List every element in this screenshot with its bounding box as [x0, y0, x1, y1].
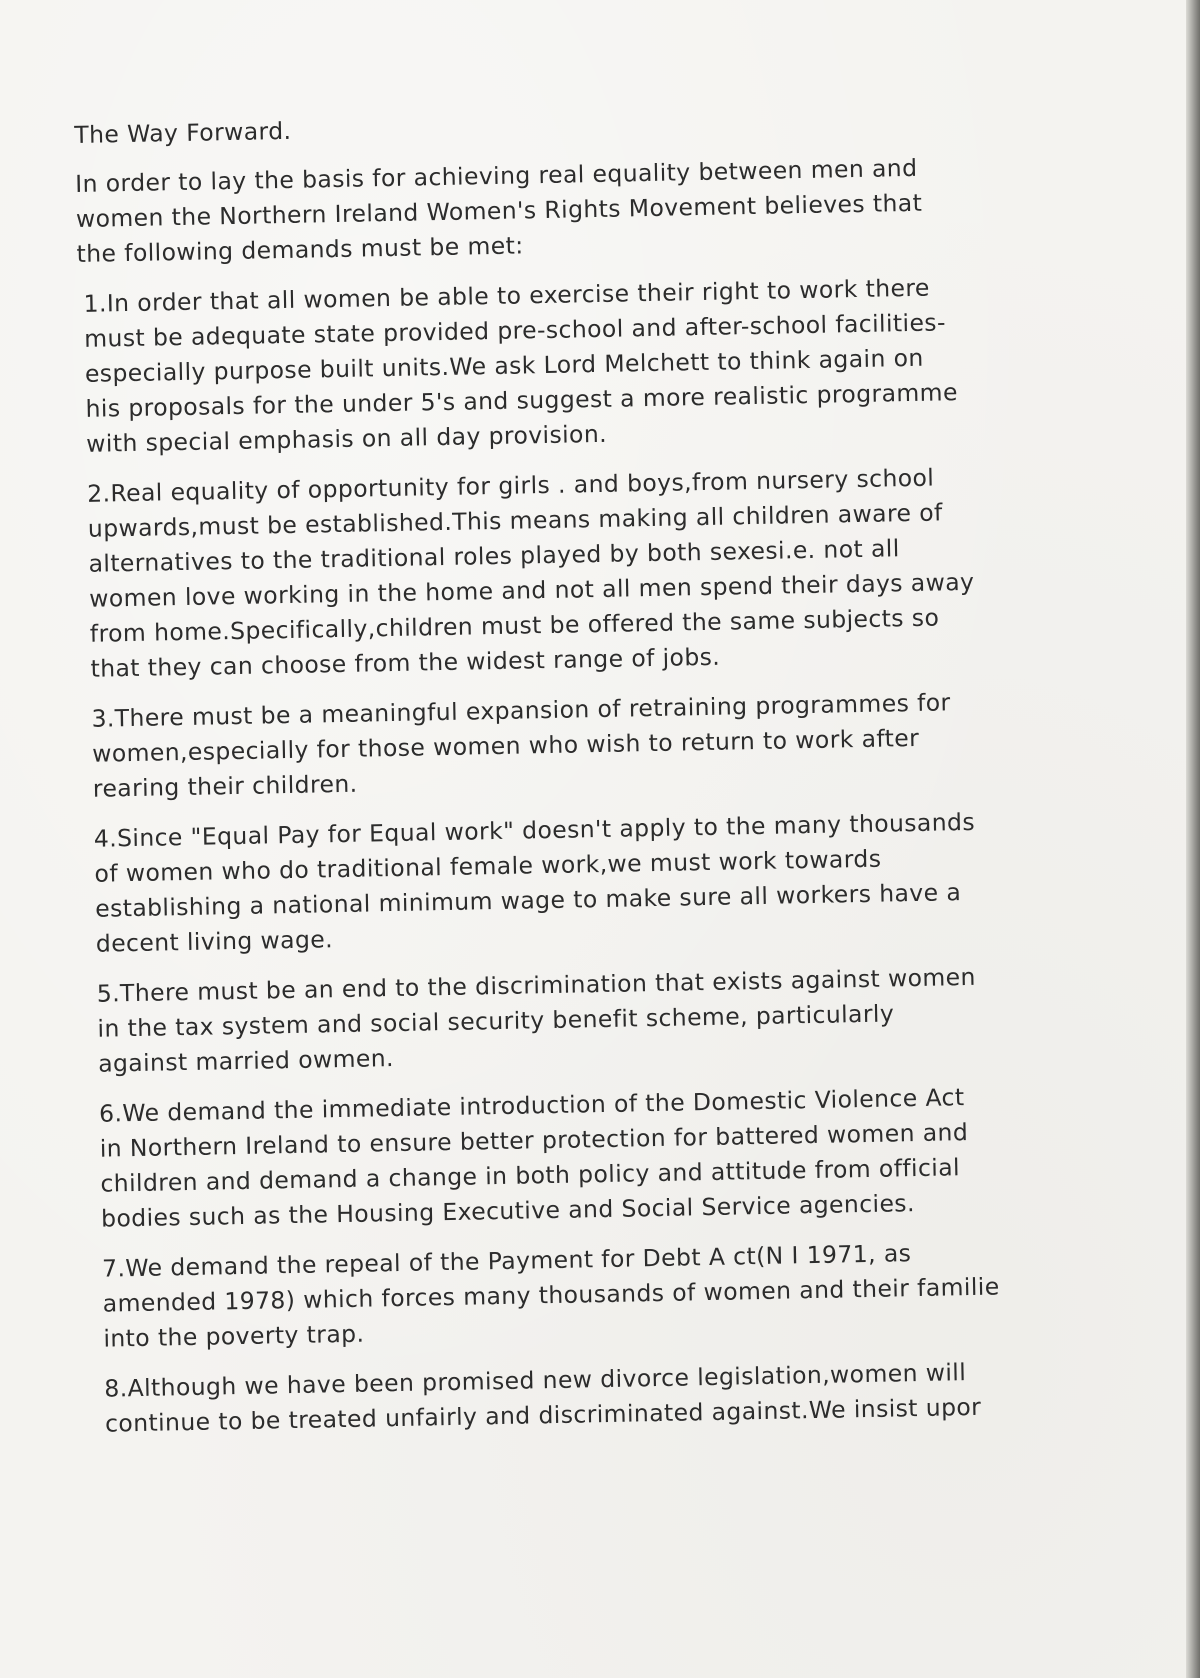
text-line: women the Northern Ireland Women's Rights Movement believes that	[75, 188, 923, 233]
text-line: rearing their children.	[92, 769, 358, 803]
text-line: 2.Real equality of opportunity for girls . and boys,from nursery school	[86, 463, 935, 508]
text-line: especially purpose built units.We ask Lord Melchett to think again on	[84, 343, 924, 388]
text-line: 1.In order that all women be able to exercise their right to work there	[83, 273, 930, 318]
text-line: from home.Specifically,children must be offered the same subjects so	[89, 603, 940, 648]
demand-item-1	[77, 266, 1170, 462]
demand-item-8	[98, 1351, 1189, 1442]
text-line: 6.We demand the immediate introduction of the Domestic Violence Act	[98, 1083, 965, 1128]
text-line: the following demands must be met:	[76, 231, 524, 268]
text-line: alternatives to the traditional roles played by both sexesi.e. not all	[88, 534, 900, 578]
text-line: 5.There must be an end to the discrimination that exists against women	[96, 962, 977, 1008]
text-line: against married owmen.	[97, 1044, 395, 1078]
text-line: amended 1978) which forces many thousands of women and their familie	[102, 1272, 1000, 1318]
text-line: of women who do traditional female work,we must work towards	[94, 844, 882, 888]
text-line: that they can choose from the widest range of jobs.	[90, 642, 721, 683]
text-line: in Northern Ireland to ensure better protection for battered women and	[99, 1118, 969, 1163]
text-line: decent living wage.	[95, 925, 334, 958]
text-line: women love working in the home and not all men spend their days away	[88, 567, 975, 613]
demand-item-5	[90, 956, 1182, 1082]
text-line: continue to be treated unfairly and discriminated against.We insist upor	[104, 1392, 982, 1438]
text-line: establishing a national minimum wage to make sure all workers have a	[94, 878, 962, 923]
text-line: his proposals for the under 5's and suggest a more realistic programme	[85, 378, 959, 423]
text-line: 8.Although we have been promised new divorce legislation,women will	[104, 1358, 967, 1403]
demand-item-2	[81, 456, 1175, 687]
text-line: 3.There must be a meaningful expansion of retraining programmes for	[91, 688, 951, 733]
text-line: bodies such as the Housing Executive and Social Service agencies.	[100, 1189, 916, 1233]
text-line: women,especially for those women who wish to return to work after	[91, 723, 920, 768]
document-body	[74, 97, 1190, 1457]
demand-item-4	[88, 801, 1180, 962]
text-line: with special emphasis on all day provision.	[85, 419, 608, 458]
demand-item-7	[96, 1231, 1188, 1357]
intro-paragraph	[75, 146, 1167, 272]
demand-item-3	[85, 681, 1177, 807]
demand-item-6	[93, 1076, 1185, 1237]
text-line: into the poverty trap.	[103, 1319, 365, 1353]
text-line: in the tax system and social security benefit scheme, particularly	[97, 999, 895, 1043]
text-line: In order to lay the basis for achieving real equality between men and	[74, 153, 918, 198]
text-line: must be adequate state provided pre-school and after-school facilities-	[83, 308, 947, 353]
text-line: 4.Since "Equal Pay for Equal work" doesn't apply to the many thousands	[93, 807, 976, 853]
document-title: The Way Forward.	[74, 116, 292, 149]
text-line: children and demand a change in both policy and attitude from official	[100, 1153, 961, 1198]
text-line: 7.We demand the repeal of the Payment for Debt A ct(N I 1971, as	[101, 1239, 912, 1283]
text-line: upwards,must be established.This means making all children aware of	[87, 498, 943, 543]
